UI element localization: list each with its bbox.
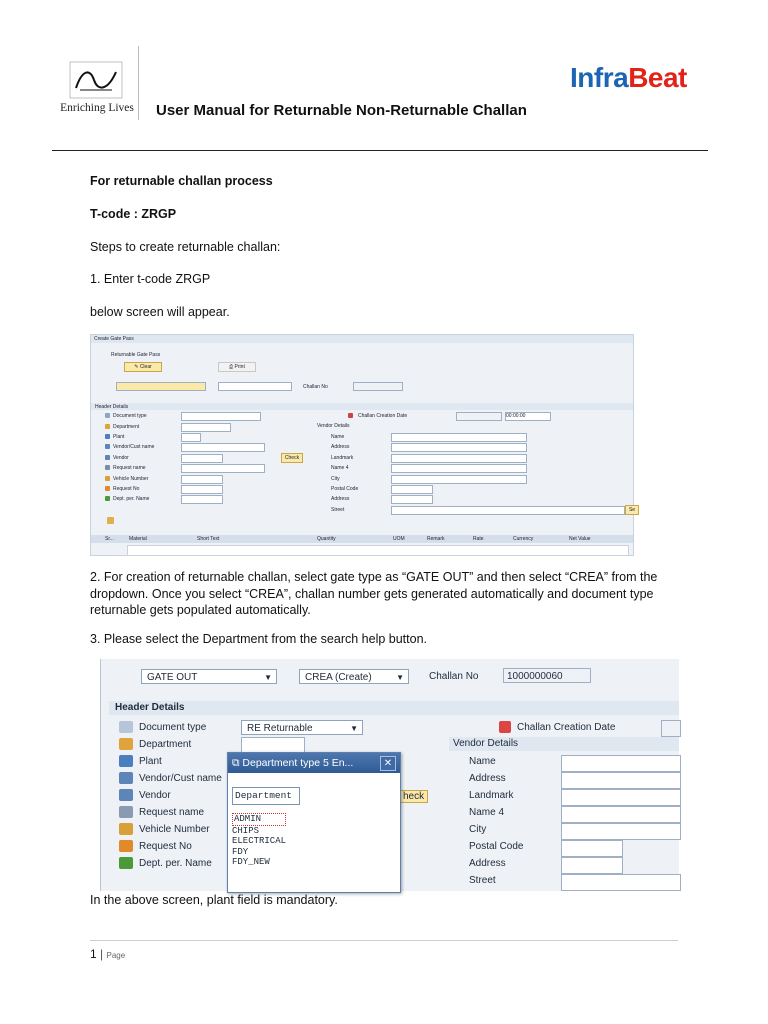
gate-type-dropdown[interactable]: GATE OUT ▼ [141,669,277,684]
field-label: Request No [139,841,192,852]
field-label: Document type [139,722,207,733]
vehicle-icon [119,823,133,835]
table-header: Material [129,536,147,542]
vendor-details-label: Vendor Details [453,738,519,749]
vendor-cust-icon [119,772,133,784]
popup-column-header[interactable]: Department [232,787,300,805]
vendor-field-label: Postal Code [469,841,524,852]
vendor-postal-field[interactable] [561,840,623,857]
check-button[interactable]: Check [281,453,303,463]
chevron-down-icon: ▼ [264,673,272,682]
field-label: Dept. per. Name [139,858,212,869]
vendor-field-label: Street [331,507,345,513]
field-label: Vehicle Number [139,824,210,835]
brand-part1: Infra [570,62,629,93]
plant-icon [105,434,110,439]
vendor-cust-icon [105,444,110,449]
document-type-icon [119,721,133,733]
vendor-field-label: Name 4 [331,465,349,471]
vendor-field-label: Address [469,773,506,784]
person-icon [119,857,133,869]
popup-title: Department type 5 En... [242,757,354,769]
request-name-icon [119,806,133,818]
table-row[interactable] [127,545,629,556]
footer-divider [90,940,678,941]
vendor-field-label: Name 4 [469,807,505,818]
popup-item-fdy[interactable]: FDY [232,846,249,857]
vendor-street-field[interactable] [561,874,681,891]
vendor-city-field[interactable] [561,823,681,840]
challan-date-field [661,720,681,737]
challan-no-field: 1000000060 [503,668,591,683]
company-logo [56,46,139,120]
page-label: Page [106,951,126,960]
chevron-down-icon: ▼ [396,673,404,682]
request-name-icon [105,465,110,470]
challan-no-field [353,382,403,391]
field-label: Request No [113,486,140,492]
vendor-name4-field[interactable] [561,806,681,823]
sap-screen-create-gate-pass [90,334,634,556]
vendor-field-label: City [469,824,487,835]
vendor-field-label: Address [469,858,506,869]
dept-per-field[interactable] [181,495,223,504]
vendor-icon [105,455,110,460]
vendor-details-label: Vendor Details [317,423,350,429]
vendor-address-field[interactable] [561,772,681,789]
action-dropdown[interactable] [218,382,292,391]
header-divider [52,150,708,151]
action-dropdown[interactable]: CREA (Create) ▼ [299,669,409,684]
field-label: Plant [113,434,125,440]
vendor-field-label: Name [331,434,345,440]
challan-date-label: Challan Creation Date [517,722,616,733]
vendor-field-label: Landmark [469,790,514,801]
document-type-icon [105,413,110,418]
field-label: Vendor/Cust name [113,444,155,450]
popup-item-fdy-new[interactable]: FDY_NEW [232,857,270,867]
vendor-field-label: Name [469,756,496,767]
section-heading: For returnable challan process [90,174,273,188]
vendor-field-label: Street [469,875,496,886]
vehicle-field[interactable] [181,475,223,484]
vendor-icon [119,789,133,801]
popup-item-admin[interactable]: ADMIN [232,813,286,826]
sap-screen-department-search [100,659,679,891]
vendor-name-field[interactable] [391,433,527,442]
vendor-cust-field[interactable] [181,443,265,452]
vendor-name-field[interactable] [561,755,681,772]
vendor-address2-field[interactable] [561,857,623,874]
request-name-field[interactable] [181,464,265,473]
vendor-landmark-field[interactable] [391,454,527,463]
logo-tagline: Enriching Lives [60,102,134,114]
clear-button[interactable]: ✎ Clear [124,362,162,372]
page-footer: 1 | Page [90,947,126,961]
challan-time-field: 00:00:00 [505,412,551,421]
vendor-field-label: Address [331,444,350,450]
brand-part2: Beat [628,62,687,93]
infrabeat-logo [570,62,687,94]
field-label: Department [113,424,140,430]
request-no-icon [119,840,133,852]
step-1: 1. Enter t-code ZRGP [90,272,211,286]
screen-title: Create Gate Pass [94,336,134,342]
chevron-down-icon: ▼ [350,724,358,733]
calendar-icon [499,721,511,733]
field-label: Document type [113,413,147,419]
header-details-label: Header Details [95,404,129,410]
table-header: Short Text [197,536,220,542]
vendor-landmark-field[interactable] [561,789,681,806]
close-icon[interactable]: ✕ [380,756,396,771]
department-icon [119,738,133,750]
request-no-icon [105,486,110,491]
check-button[interactable]: heck [399,790,428,803]
document-title: User Manual for Returnable Non-Returnable Challan [156,102,527,119]
challan-no-label: Challan No [429,671,479,682]
table-header: Sr... [105,536,114,542]
field-label: Department [139,739,192,750]
screen-subtitle: Returnable Gate Pass [111,352,161,358]
print-button[interactable]: ⎙ Print [218,362,256,372]
kirloskar-logo-icon [68,60,124,100]
challan-date-label: Challan Creation Date [358,413,408,419]
popup-title-bar[interactable] [228,753,400,773]
vendor-city-field[interactable] [391,475,527,484]
field-label: Vendor/Cust name [139,773,222,784]
plant-icon [119,755,133,767]
vendor-field-label: Address [331,496,350,502]
challan-date-field [456,412,502,421]
table-header: Remark [427,536,445,542]
document-type-field[interactable] [181,412,261,421]
search-button[interactable]: Se [625,505,639,515]
steps-intro: Steps to create returnable challan: [90,240,281,254]
table-header: UOM [393,536,405,542]
plant-field[interactable] [181,433,201,442]
vendor-street-field[interactable] [391,506,625,515]
table-header: Currency [513,536,534,542]
calendar-icon [348,413,353,418]
field-label: Plant [139,756,162,767]
vendor-field[interactable] [181,454,223,463]
field-label: Request name [139,807,205,818]
vendor-field-label: City [331,476,340,482]
field-label: Dept. per. Name [113,496,150,502]
field-label: Vendor [113,455,129,461]
department-icon [105,424,110,429]
popup-item-electrical[interactable]: ELECTRICAL [232,836,287,846]
page-number: 1 [90,947,97,961]
step-3: 3. Please select the Department from the search help button. [90,632,427,646]
table-header: Rate [473,536,484,542]
table-header: Net Value [569,536,591,542]
department-field[interactable] [181,423,231,432]
department-search-popup[interactable] [227,752,401,893]
vendor-name4-field[interactable] [391,464,527,473]
document-type-dropdown[interactable]: RE Returnable ▼ [241,720,363,735]
popup-item-chips[interactable]: CHIPS [232,825,260,836]
request-no-field[interactable] [181,485,223,494]
field-label: Vehicle Number [113,476,149,482]
field-label: Request name [113,465,146,471]
person-icon [105,496,110,501]
vendor-postal-field[interactable] [391,485,433,494]
field-label: Vendor [139,790,171,801]
vendor-field-label: Landmark [331,455,354,461]
popup-window-icon: ⧉ [232,757,240,769]
plant-mandatory-note: In the above screen, plant field is mandatory. [90,893,338,907]
step-2: 2. For creation of returnable challan, select gate type as “GATE OUT” and then select “CREA” from the dropdown. Once you select “CREA”, challan number gets generated automatically and document type returnable gets populated automatically. [90,570,658,617]
vendor-address-field[interactable] [391,443,527,452]
header-details-label: Header Details [115,702,185,713]
table-header: Quantity [317,536,336,542]
step-1-note: below screen will appear. [90,305,230,319]
gate-type-dropdown[interactable] [116,382,206,391]
vehicle-icon [105,476,110,481]
vendor-address2-field[interactable] [391,495,433,504]
vendor-field-label: Postal Code [331,486,359,492]
challan-no-label: Challan No [303,384,328,390]
table-toolbar-icon[interactable] [107,517,114,524]
tcode-heading: T-code : ZRGP [90,207,177,221]
